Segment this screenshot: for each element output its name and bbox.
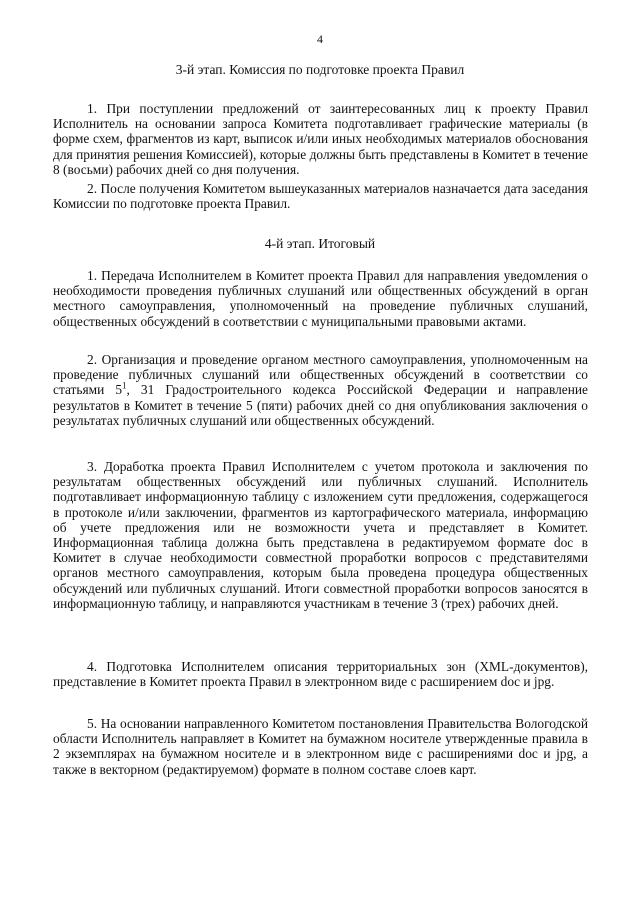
paragraph-2-text-start: 2. Организация и проведение органом местного самоуправления, уполномоченным на проведение публичных слушаний или общественных обсуждений в соответствии со статьями 5 — [53, 352, 588, 398]
section-4-paragraph-3: 3. Доработка проекта Правил Исполнителем с учетом протокола и заключения по результатам общественных обсуждений или публичных слушаний. Исполнитель подготавливает информационную таблицу с изложением сути предложения, содержащегося в протоколе и/или заключении, фрагментов из картографического материала, информацию об учете предложения или не возможности учета и представляет в Комитет. Информационная таблица должна быть представлена в редактируемом формате doc в Комитет в случае необходимости совместной проработки вопросов с представителями органов местного самоуправления, которым была проведена процедура общественных обсуждений или публичных слушаний. Итоги совместной проработки вопросов заносятся в информационную таблицу, и направляются участникам в течение 3 (трех) рабочих дней. — [53, 459, 588, 611]
section-4-paragraph-4: 4. Подготовка Исполнителем описания территориальных зон (XML-документов), представление в Комитет проекта Правил в электронном виде с расширением doc и jpg. — [53, 659, 588, 690]
section-4-paragraph-5: 5. На основании направленного Комитетом постановления Правительства Вологодской области Исполнитель направляет в Комитет на бумажном носителе утвержденные правила в 2 экземплярах на бумажном носителе и в электронном виде с расширениями doc и jpg, а также в векторном (редактируемом) формате в полном составе слоев карт. — [53, 716, 588, 777]
section-4-heading: 4-й этап. Итоговый — [264, 236, 376, 251]
section-4-paragraph-2 — [53, 352, 588, 428]
section-4-paragraph-1: 1. Передача Исполнителем в Комитет проекта Правил для направления уведомления о необходимости проведения публичных слушаний или общественных обсуждений в орган местного самоуправления, уполномоченный на проведение публичных слушаний, общественных обсуждений в соответствии с муниципальными правовыми актами. — [53, 268, 588, 329]
section-3-paragraph-1: 1. При поступлении предложений от заинтересованных лиц к проекту Правил Исполнитель на основании запроса Комитета подготавливает графические материалы (в форме схем, фрагментов из карт, выписок и/или иных необходимых материалов обоснования для принятия решения Комиссией), которые должны быть представлены в Комитет в течение 8 (восьми) рабочих дней со дня получения. — [53, 101, 588, 177]
section-3-paragraph-2: 2. После получения Комитетом вышеуказанных материалов назначается дата заседания Комиссии по подготовке проекта Правил. — [53, 181, 588, 212]
article-superscript: 1 — [122, 380, 127, 391]
page-number: 4 — [317, 32, 323, 46]
section-3-heading: 3-й этап. Комиссия по подготовке проекта Правил — [175, 62, 465, 77]
paragraph-2-text-end: , 31 Градостроительного кодекса Российской Федерации и направление результатов в Комитет в течение 5 (пяти) рабочих дней со дня опубликования заключения о результатах публичных слушаний или общественных обсуждений. — [53, 382, 588, 428]
